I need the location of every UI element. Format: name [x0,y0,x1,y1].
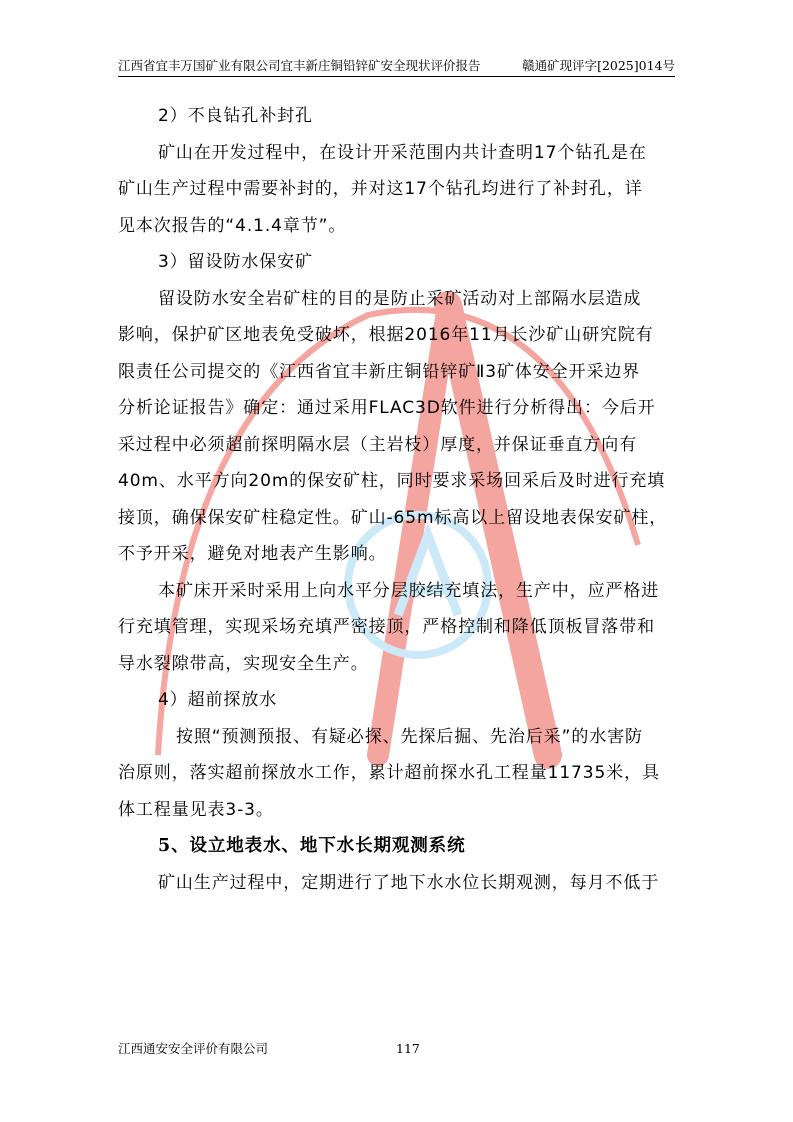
section-heading-monitoring-system: 5、设立地表水、地下水长期观测系统 [158,836,466,856]
subheading-waterproof-pillar: 3）留设防水保安矿 [158,252,313,272]
paragraph-line: 采过程中必须超前探明隔水层（主岩枝）厚度，并保证垂直方向有 [118,434,638,455]
paragraph-line: 见本次报告的“4.1.4章节”。 [118,215,347,236]
paragraph-line: 矿山在开发过程中，在设计开采范围内共计查明17个钻孔是在 [158,142,647,163]
paragraph-line: 影响，保护矿区地表免受破坏，根据2016年11月长沙矿山研究院有 [118,325,654,345]
paragraph-line: 矿山生产过程中，定期进行了地下水水位长期观测，每月不低于 [158,872,660,893]
footer-company-name: 江西通安安全评价有限公司 [118,1041,269,1056]
page-header [118,56,675,77]
subheading-advance-drainage: 4）超前探放水 [158,690,278,710]
paragraph-line: 导水裂隙带高，实现安全生产。 [118,653,369,674]
paragraph-line: 治原则，落实超前探放水工作，累计超前探水孔工程量11735米，具 [118,763,660,783]
paragraph-line: 留设防水安全岩矿柱的目的是防止采矿活动对上部隔水层造成 [158,288,642,309]
paragraph-line: 限责任公司提交的《江西省宜丰新庄铜铅锌矿Ⅱ3矿体安全开采边界 [118,361,641,382]
header-document-number: 赣通矿现评字[2025]014号 [522,58,675,73]
paragraph-line: 接顶，确保保安矿柱稳定性。矿山-65m标高以上留设地表保安矿柱， [118,507,668,528]
paragraph-line: 分析论证报告》确定：通过采用FLAC3D软件进行分析得出：今后开 [118,398,656,418]
page-number: 117 [396,1041,420,1056]
paragraph-line: 矿山生产过程中需要补封的，并对这17个钻孔均进行了补封孔，详 [118,179,643,199]
paragraph-line: 按照“预测预报、有疑必探、先探后掘、先治后采”的水害防 [176,726,643,747]
paragraph-line: 本矿床开采时采用上向水平分层胶结充填法，生产中，应严格进 [158,580,660,601]
paragraph-line: 40m、水平方向20m的保安矿柱，同时要求采场回采后及时进行充填 [118,471,666,491]
subheading-bad-boreholes: 2）不良钻孔补封孔 [158,106,313,126]
paragraph-line: 行充填管理，实现采场充填严密接顶，严格控制和降低顶板冒落带和 [118,617,655,637]
page-footer [118,1040,678,1058]
header-report-title: 江西省宜丰万国矿业有限公司宜丰新庄铜铅锌矿安全现状评价报告 [118,58,481,73]
paragraph-line: 体工程量见表3-3。 [118,799,274,820]
paragraph-line: 不予开采，避免对地表产生影响。 [118,544,387,564]
document-body [118,98,678,901]
